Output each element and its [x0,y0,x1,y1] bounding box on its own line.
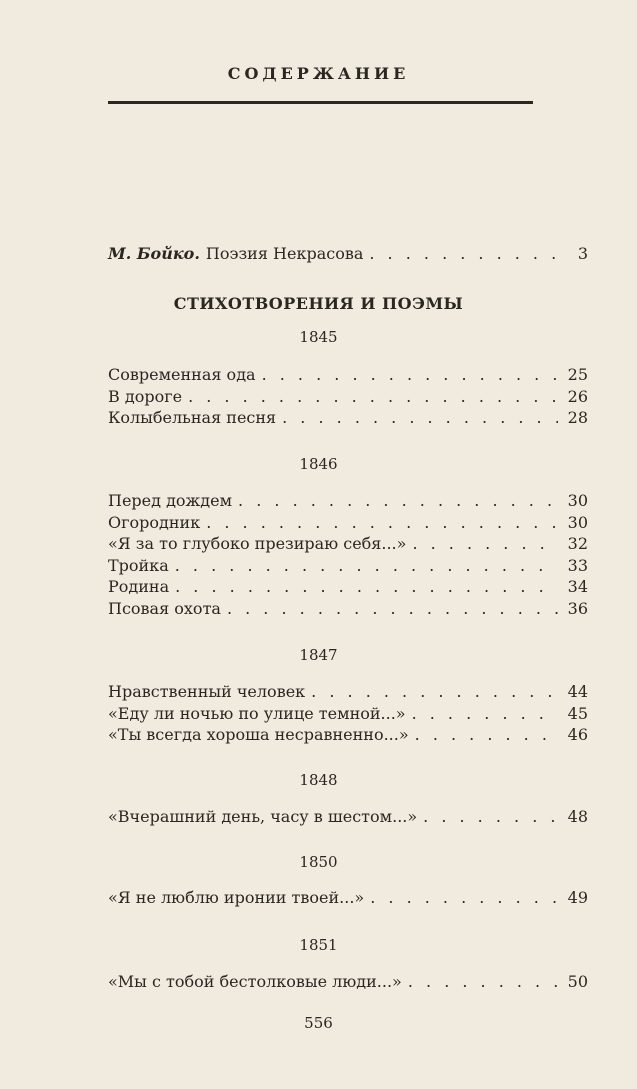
year-group-1850 [108,887,588,909]
toc-entry[interactable] [108,806,588,828]
dot-leader [311,681,558,703]
dot-leader [370,887,558,909]
toc-entry[interactable] [108,598,588,620]
page-number: 556 [304,1014,333,1032]
entry-page-number: 36 [567,598,588,618]
year-group-1845 [108,364,588,429]
entry-page-number: 46 [567,725,588,744]
year-heading: 1845 [299,328,338,346]
entry-title: Нравственный человек [108,682,306,701]
year-heading: 1847 [299,646,338,664]
toc-entry[interactable] [108,703,588,725]
entry-page-number: 48 [567,807,588,826]
year-group-1848 [108,806,588,828]
year-group-1847 [108,681,588,746]
page-title: СОДЕРЖАНИЕ [227,64,410,83]
entry-page-number: 44 [567,682,588,701]
entry-page-number: 50 [567,972,588,991]
entry-page-number: 25 [567,365,588,384]
year-group-1851 [108,971,588,993]
toc-entry[interactable] [108,533,588,555]
toc-entry[interactable] [108,364,588,386]
header-rule [108,101,533,104]
dot-leader [282,407,558,429]
dot-leader [408,971,558,993]
entry-page-number: 26 [567,386,588,406]
entry-page-number: 32 [567,534,588,553]
entry-title: В дороге [108,386,183,406]
toc-entry[interactable] [108,971,588,993]
entry-title: Колыбельная песня [108,408,277,427]
entry-page-number: 30 [567,512,588,532]
dot-leader [412,703,558,725]
entry-title: Огородник [108,512,201,532]
year-heading: 1848 [299,771,338,789]
entry-title: «Мы с тобой бестолковые люди...» [108,972,402,991]
intro-page-number: 3 [577,244,588,263]
toc-entry[interactable] [108,386,588,408]
entry-title: Родина [108,577,170,596]
entry-page-number: 30 [567,491,588,510]
dot-leader [262,364,558,386]
toc-entry[interactable] [108,576,588,598]
entry-title: «Я не люблю иронии твоей...» [108,888,365,907]
year-heading: 1850 [299,853,338,871]
entry-title: «Я за то глубоко презираю себя...» [108,534,407,553]
entry-page-number: 28 [567,408,588,427]
toc-entry[interactable] [108,490,588,512]
entry-title: Тройка [108,555,169,575]
year-heading: 1846 [299,455,338,473]
entry-page-number: 33 [567,555,588,575]
entry-title: «Вчерашний день, часу в шестом...» [108,807,418,826]
dot-leader [423,806,558,828]
dot-leader [206,512,558,534]
intro-title: Поэзия Некрасова [205,244,364,263]
toc-entry[interactable] [108,555,588,577]
entry-title: Псовая охота [108,598,221,618]
intro-entry[interactable] [108,244,588,263]
entry-page-number: 49 [567,888,588,907]
dot-leader [412,533,558,555]
dot-leader [238,490,558,512]
toc-entry[interactable] [108,724,588,746]
entry-title: Перед дождем [108,491,233,510]
year-group-1846 [108,490,588,619]
dot-leader [175,576,558,598]
dot-leader [175,555,558,577]
toc-entry[interactable] [108,887,588,909]
entry-title: «Еду ли ночью по улице темной...» [108,703,406,723]
dot-leader [227,598,558,620]
section-title: СТИХОТВОРЕНИЯ И ПОЭМЫ [173,294,464,313]
intro-author: М. Бойко. [108,244,200,263]
toc-entry[interactable] [108,407,588,429]
entry-page-number: 45 [567,703,588,723]
entry-page-number: 34 [567,577,588,596]
entry-title: «Ты всегда хороша несравненно...» [108,725,409,744]
year-heading: 1851 [299,936,338,954]
toc-entry[interactable] [108,681,588,703]
dot-leader [369,244,558,263]
dot-leader [415,724,558,746]
entry-title: Современная ода [108,365,256,384]
toc-entry[interactable] [108,512,588,534]
dot-leader [188,386,558,408]
